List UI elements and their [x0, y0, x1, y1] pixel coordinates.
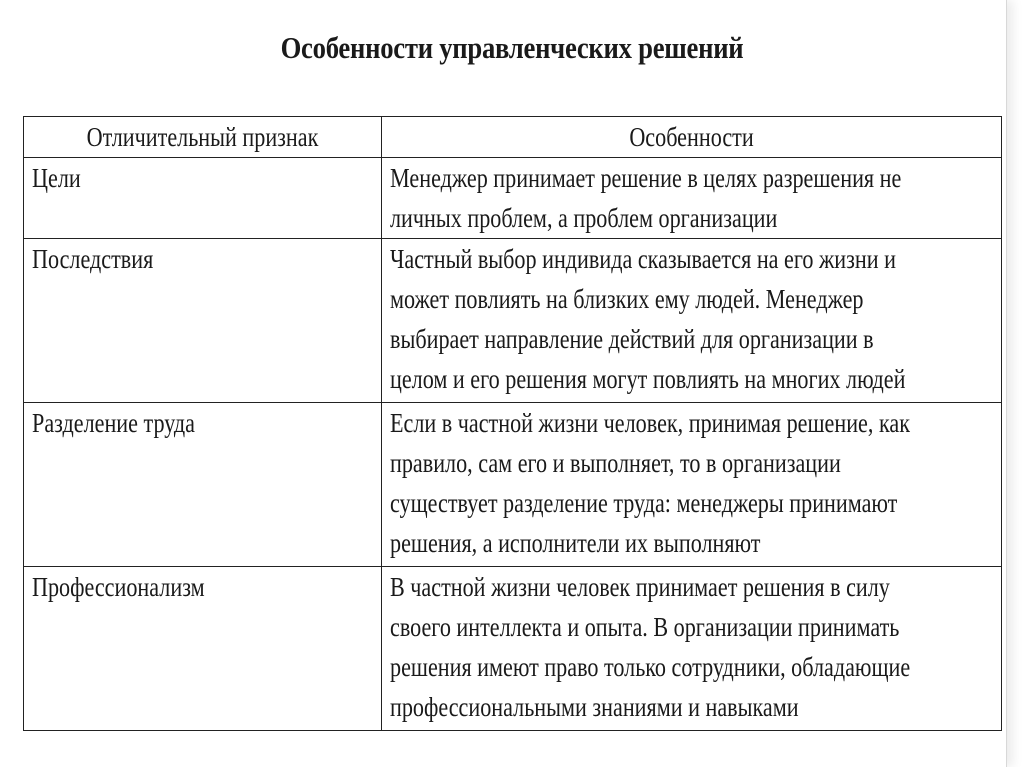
- table-row: [24, 158, 1002, 239]
- details-line: личных проблем, а проблем организации: [390, 203, 778, 233]
- feature-cell: Разделение труда: [24, 403, 382, 567]
- details-line: решения имеют право только сотрудники, обладающие: [390, 652, 911, 682]
- details-line: профессиональными знаниями и навыками: [390, 692, 799, 722]
- header-details: Особенности: [382, 117, 1002, 158]
- details-line: Частный выбор индивида сказывается на его жизни и: [390, 244, 896, 274]
- header-feature: Отличительный признак: [24, 117, 382, 158]
- details-line: решения, а исполнители их выполняют: [390, 528, 761, 558]
- feature-cell: Последствия: [24, 239, 382, 403]
- table-row: [24, 567, 1002, 731]
- table-row: [24, 403, 1002, 567]
- details-cell: [382, 403, 1002, 567]
- details-line: правило, сам его и выполняет, то в организации: [390, 448, 841, 478]
- details-line: существует разделение труда: менеджеры принимают: [390, 488, 898, 518]
- page-title: Особенности управленческих решений: [280, 30, 744, 65]
- feature-cell: Профессионализм: [24, 567, 382, 731]
- details-cell: [382, 239, 1002, 403]
- details-line: выбирает направление действий для организации в: [390, 324, 874, 354]
- details-line: своего интеллекта и опыта. В организации принимать: [390, 612, 900, 642]
- details-line: Если в частной жизни человек, принимая решение, как: [390, 408, 910, 438]
- table-row: [24, 239, 1002, 403]
- details-line: может повлиять на близких ему людей. Менеджер: [390, 284, 864, 314]
- details-line: Менеджер принимает решение в целях разрешения не: [390, 163, 902, 193]
- details-cell: [382, 158, 1002, 239]
- features-table: [23, 116, 1002, 731]
- details-line: В частной жизни человек принимает решения в силу: [390, 572, 890, 602]
- table-header-row: [24, 117, 1002, 158]
- details-cell: [382, 567, 1002, 731]
- details-line: целом и его решения могут повлиять на многих людей: [390, 364, 906, 394]
- feature-cell: Цели: [24, 158, 382, 239]
